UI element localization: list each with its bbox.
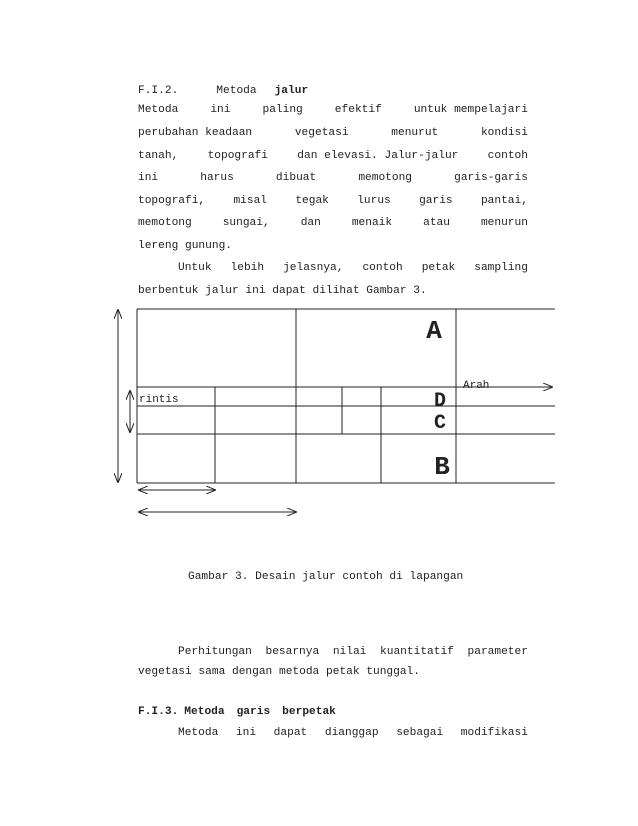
word: besarnya: [265, 646, 320, 658]
paragraph-line: [178, 645, 528, 659]
word: lurus: [357, 195, 391, 207]
word: tanah,: [138, 150, 179, 162]
word: untuk mempelajari: [413, 104, 528, 116]
word: ini: [210, 104, 231, 116]
word: atau: [423, 217, 450, 229]
word: lereng gunung.: [138, 240, 232, 252]
word: dan: [300, 217, 321, 229]
word: memotong: [358, 172, 413, 184]
figure-caption: Gambar 3. Desain jalur contoh di lapangan: [188, 571, 464, 583]
word: pantai,: [480, 195, 528, 207]
plot-label-d: D: [433, 390, 447, 413]
word: dibuat: [275, 172, 317, 184]
heading-word: berpetak: [282, 706, 336, 718]
word: vegetasi sama dengan metoda petak tunggal.: [138, 666, 420, 678]
paragraph-line: [138, 665, 528, 679]
word: jelasnya,: [283, 262, 344, 274]
word: sebagai: [396, 727, 444, 739]
word: ini: [235, 727, 257, 739]
word: perubahan keadaan: [138, 127, 253, 139]
word: parameter: [467, 646, 528, 658]
rintis-label: rintis: [139, 394, 179, 406]
word: dan elevasi. Jalur-jalur: [297, 150, 459, 162]
word: Perhitungan: [178, 646, 252, 658]
heading-number: F.I.3.: [138, 706, 179, 718]
paragraph-line: [178, 726, 528, 740]
word: vegetasi: [294, 127, 349, 139]
word: tegak: [295, 195, 329, 207]
word: dapat: [273, 727, 308, 739]
word: berbentuk jalur ini dapat dilihat Gambar 3.: [138, 285, 427, 297]
word: sungai,: [222, 217, 270, 229]
heading-word: jalur: [274, 85, 309, 97]
word: kuantitatif: [380, 646, 454, 658]
heading-word: Metoda: [184, 706, 225, 718]
word: petak: [421, 262, 456, 274]
word: topografi: [207, 150, 268, 162]
word: harus: [200, 172, 234, 184]
heading-word: garis: [236, 706, 271, 718]
word: Metoda: [178, 727, 219, 739]
word: memotong: [138, 217, 192, 229]
word: menaik: [351, 217, 393, 229]
word: menurun: [480, 217, 528, 229]
heading-word: Metoda: [216, 85, 257, 97]
word: efektif: [334, 104, 382, 116]
plot-label-a: A: [426, 316, 442, 346]
word: lebih: [230, 262, 265, 274]
word: Metoda: [138, 104, 179, 116]
word: nilai: [332, 646, 367, 658]
word: Untuk: [178, 262, 212, 274]
plot-label-b: B: [434, 452, 450, 482]
word: menurut: [391, 127, 439, 139]
word: ini: [138, 172, 159, 184]
word: topografi,: [138, 195, 206, 207]
word: sampling: [474, 262, 528, 274]
word: garis-garis: [454, 172, 528, 184]
word: contoh: [487, 150, 528, 162]
word: kondisi: [480, 127, 528, 139]
word: misal: [233, 195, 268, 207]
word: modifikasi: [460, 727, 528, 739]
heading-number: F.I.2.: [138, 85, 179, 97]
word: contoh: [362, 262, 403, 274]
word: dianggap: [324, 727, 379, 739]
word: garis: [419, 195, 453, 207]
plot-label-c: C: [433, 412, 447, 435]
word: paling: [262, 104, 303, 116]
arah-label: Arah: [463, 380, 490, 392]
heading-fi3: [138, 705, 528, 719]
